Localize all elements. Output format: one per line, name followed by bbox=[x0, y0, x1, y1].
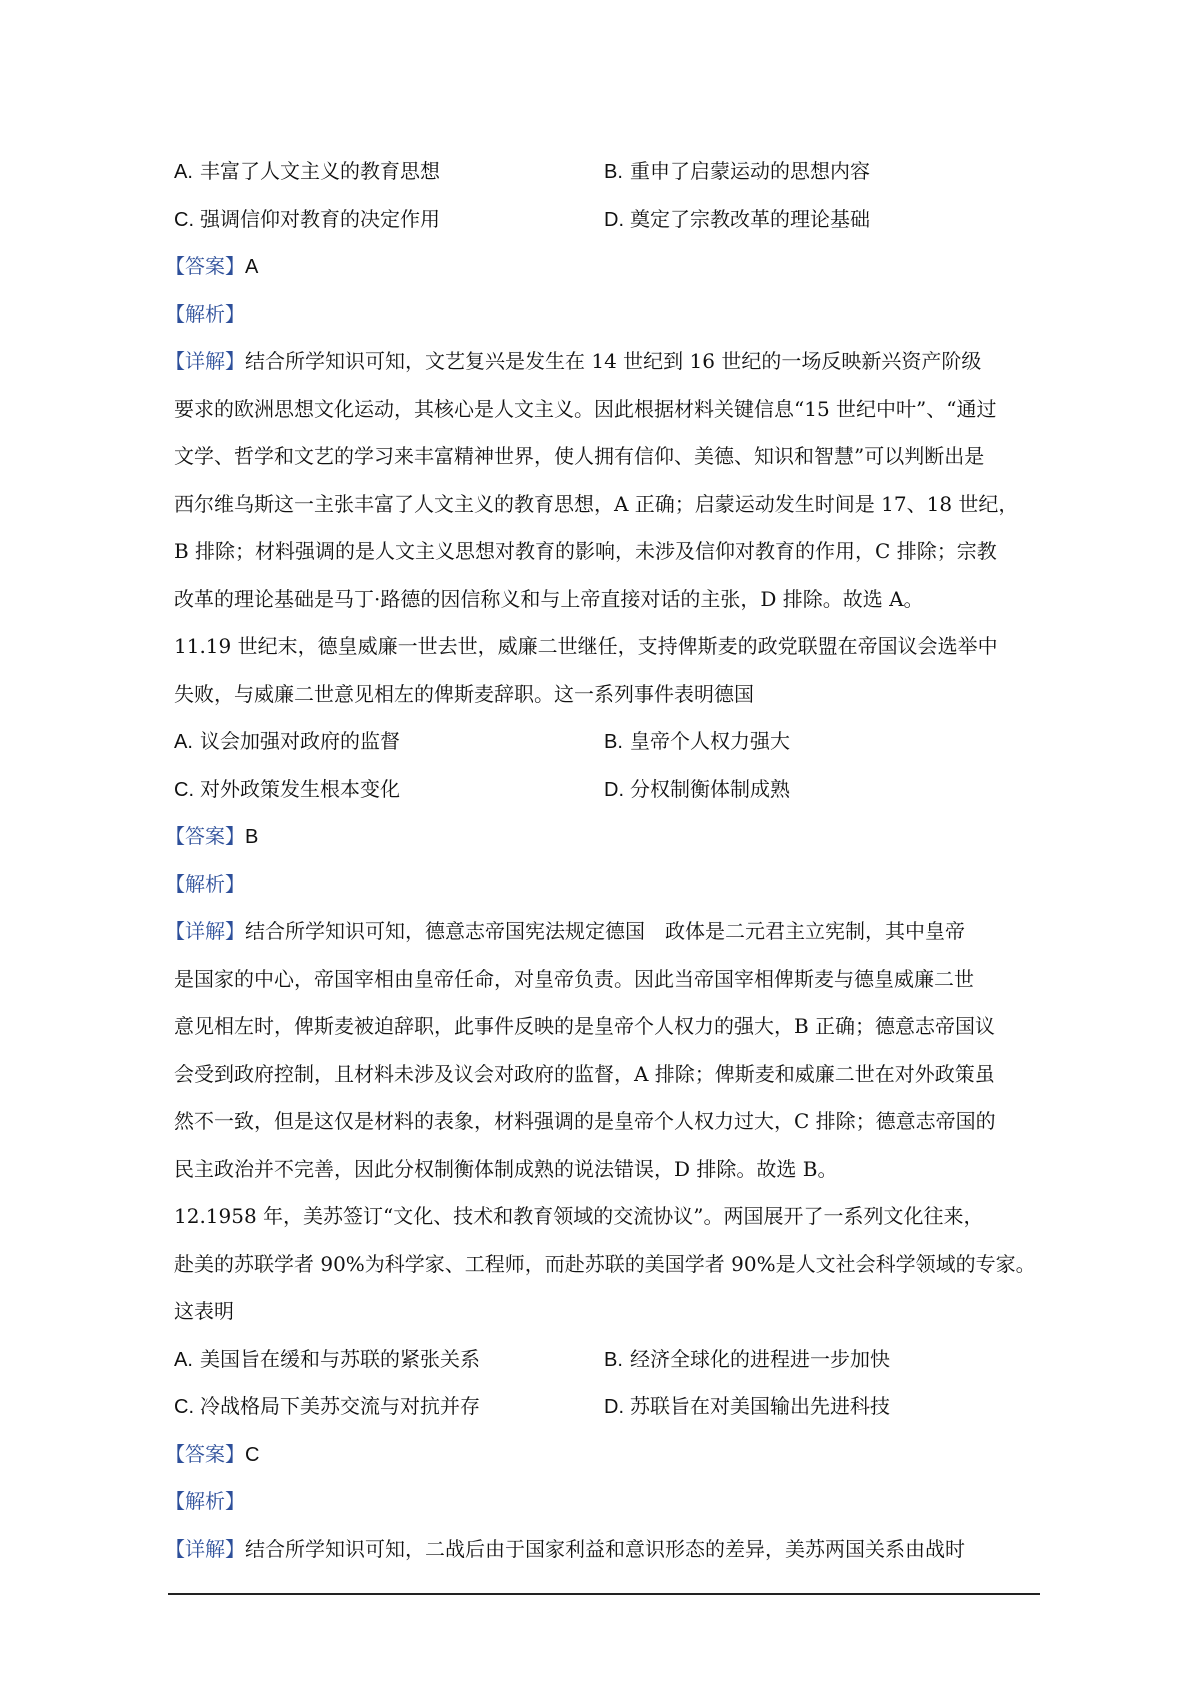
detail-line: 改革的理论基础是马丁·路德的因信称义和与上帝直接对话的主张，D 排除。故选 A。 bbox=[174, 586, 924, 611]
option-c bbox=[174, 196, 604, 244]
option-a bbox=[174, 148, 604, 196]
question-line: 赴美的苏联学者 90%为科学家、工程师，而赴苏联的美国学者 90%是人文社会科学领域的专家。 bbox=[174, 1251, 1036, 1276]
analysis-line bbox=[165, 861, 1034, 909]
detail-line: 意见相左时，俾斯麦被迫辞职，此事件反映的是皇帝个人权力的强大，B 正确；德意志帝国议 bbox=[174, 1014, 996, 1038]
option-text: 经济全球化的进程进一步加快 bbox=[630, 1346, 890, 1371]
detail-tag: 【详解】 bbox=[165, 919, 245, 943]
option-letter: C. bbox=[174, 208, 194, 231]
option-letter: B. bbox=[604, 731, 623, 753]
option-b bbox=[604, 718, 1034, 766]
option-letter: D. bbox=[604, 1396, 624, 1418]
analysis-tag: 【解析】 bbox=[165, 301, 245, 326]
answer-value: C bbox=[245, 1443, 260, 1466]
option-letter: D. bbox=[604, 208, 624, 231]
option-letter: C. bbox=[174, 778, 194, 801]
option-letter: A. bbox=[174, 731, 193, 753]
detail-tag: 【详解】 bbox=[165, 349, 245, 373]
option-letter: A. bbox=[174, 1348, 193, 1371]
detail-line: 西尔维乌斯这一主张丰富了人文主义的教育思想，A 正确；启蒙运动发生时间是 17、18 世纪， bbox=[174, 491, 1019, 516]
option-d bbox=[604, 766, 1034, 814]
analysis-tag: 【解析】 bbox=[165, 871, 245, 896]
options-row bbox=[174, 1383, 1034, 1431]
question-line: 11.19 世纪末，德皇威廉一世去世，威廉二世继任，支持俾斯麦的政党联盟在帝国议会选举中 bbox=[174, 634, 998, 658]
analysis-tag: 【解析】 bbox=[165, 1489, 245, 1513]
detail-text: 结合所学知识可知，德意志帝国宪法规定德国 政体是二元君主立宪制，其中皇帝 bbox=[245, 919, 965, 943]
option-d bbox=[604, 196, 1034, 244]
analysis-line bbox=[165, 291, 1034, 339]
detail-line: 要求的欧洲思想文化运动，其核心是人文主义。因此根据材料关键信息“15 世纪中叶”、“通过 bbox=[174, 396, 997, 421]
option-text: 美国旨在缓和与苏联的紧张关系 bbox=[200, 1346, 480, 1371]
detail-line bbox=[165, 338, 1034, 386]
detail-line: B 排除；材料强调的是人文主义思想对教育的影响，未涉及信仰对教育的作用，C 排除；宗教 bbox=[174, 539, 997, 563]
detail-line: 会受到政府控制，且材料未涉及议会对政府的监督，A 排除；俾斯麦和威廉二世在对外政策虽 bbox=[174, 1061, 995, 1086]
detail-line bbox=[165, 1526, 1034, 1574]
answer-tag: 【答案】 bbox=[165, 1441, 245, 1466]
options-row bbox=[174, 766, 1034, 814]
option-letter: A. bbox=[174, 161, 193, 183]
detail-line: 是国家的中心，帝国宰相由皇帝任命，对皇帝负责。因此当帝国宰相俾斯麦与德皇威廉二世 bbox=[174, 966, 974, 991]
option-d bbox=[604, 1383, 1034, 1431]
option-text: 议会加强对政府的监督 bbox=[200, 729, 400, 753]
option-letter: D. bbox=[604, 778, 624, 801]
question-line: 这表明 bbox=[174, 1299, 234, 1323]
option-c bbox=[174, 1383, 604, 1431]
answer-line bbox=[165, 1431, 1034, 1479]
detail-line: 民主政治并不完善，因此分权制衡体制成熟的说法错误，D 排除。故选 B。 bbox=[174, 1156, 838, 1181]
question-line: 失败，与威廉二世意见相左的俾斯麦辞职。这一系列事件表明德国 bbox=[174, 681, 754, 706]
answer-value: B bbox=[245, 826, 259, 848]
option-text: 苏联旨在对美国输出先进科技 bbox=[630, 1394, 890, 1418]
option-letter: B. bbox=[604, 1348, 623, 1371]
detail-line bbox=[165, 908, 1034, 956]
question-line: 12.1958 年，美苏签订“文化、技术和教育领域的交流协议”。两国展开了一系列文化往来， bbox=[174, 1204, 984, 1228]
option-text: 强调信仰对教育的决定作用 bbox=[200, 206, 440, 231]
detail-text: 结合所学知识可知，文艺复兴是发生在 14 世纪到 16 世纪的一场反映新兴资产阶级 bbox=[245, 349, 982, 373]
options-row bbox=[174, 1336, 1034, 1384]
answer-line bbox=[165, 243, 1034, 291]
answer-tag: 【答案】 bbox=[165, 254, 245, 278]
option-letter: B. bbox=[604, 161, 623, 183]
option-letter: C. bbox=[174, 1396, 194, 1418]
option-a bbox=[174, 718, 604, 766]
option-b bbox=[604, 148, 1034, 196]
option-text: 分权制衡体制成熟 bbox=[630, 776, 790, 801]
option-text: 奠定了宗教改革的理论基础 bbox=[630, 206, 870, 231]
option-text: 丰富了人文主义的教育思想 bbox=[200, 159, 440, 183]
option-text: 皇帝个人权力强大 bbox=[630, 729, 790, 753]
detail-tag: 【详解】 bbox=[165, 1536, 245, 1561]
options-row bbox=[174, 148, 1034, 196]
footer-divider bbox=[168, 1593, 1040, 1595]
answer-value: A bbox=[245, 256, 259, 278]
option-b bbox=[604, 1336, 1034, 1384]
option-c bbox=[174, 766, 604, 814]
option-text: 重申了启蒙运动的思想内容 bbox=[630, 159, 870, 183]
options-row bbox=[174, 196, 1034, 244]
detail-line: 然不一致，但是这仅是材料的表象，材料强调的是皇帝个人权力过大，C 排除；德意志帝国的 bbox=[174, 1109, 996, 1133]
detail-line: 文学、哲学和文艺的学习来丰富精神世界，使人拥有信仰、美德、知识和智慧”可以判断出是 bbox=[174, 444, 985, 468]
option-text: 对外政策发生根本变化 bbox=[200, 776, 400, 801]
answer-line bbox=[165, 813, 1034, 861]
option-text: 冷战格局下美苏交流与对抗并存 bbox=[200, 1394, 480, 1418]
option-a bbox=[174, 1336, 604, 1384]
analysis-line bbox=[165, 1478, 1034, 1526]
options-row bbox=[174, 718, 1034, 766]
document-page bbox=[165, 148, 1036, 1573]
detail-text: 结合所学知识可知，二战后由于国家利益和意识形态的差异，美苏两国关系由战时 bbox=[245, 1536, 965, 1561]
answer-tag: 【答案】 bbox=[165, 824, 245, 848]
